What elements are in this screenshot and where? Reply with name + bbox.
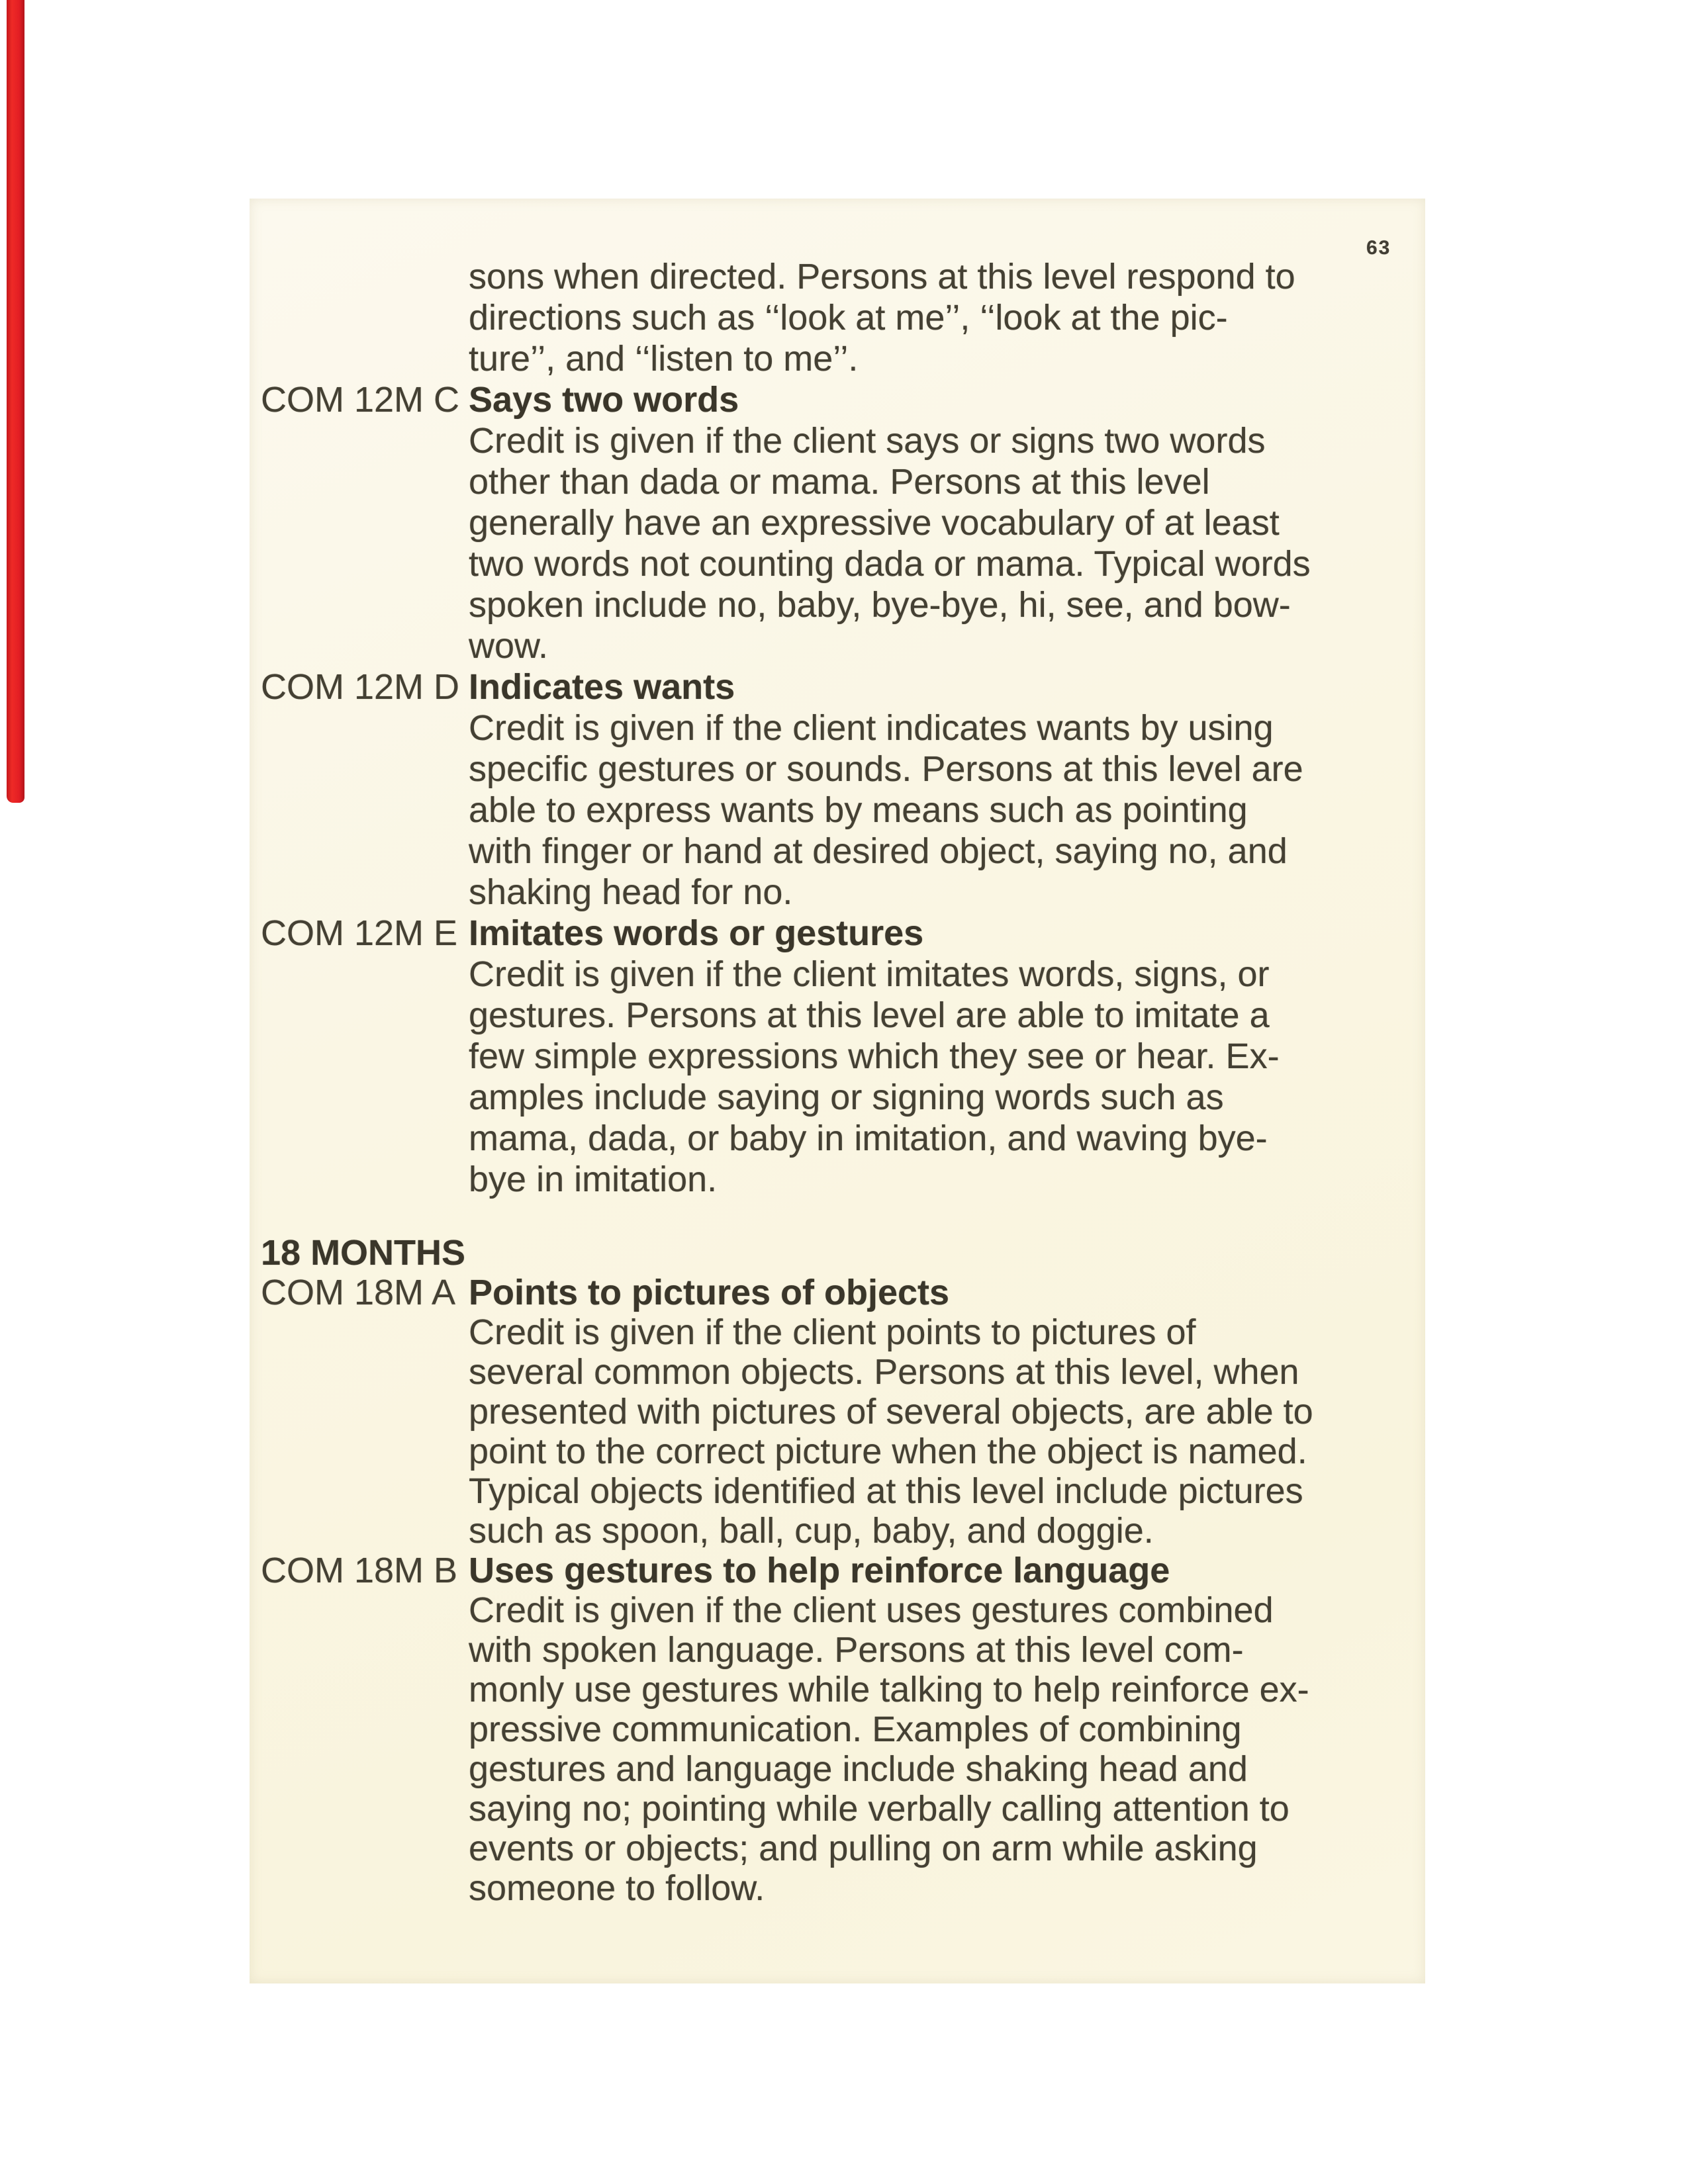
text-line (0, 995, 1688, 1036)
text-line (0, 1590, 1688, 1630)
text-line (0, 1670, 1688, 1709)
body-text-line: with spoken language. Persons at this level com- (469, 1630, 1244, 1670)
item-title: Points to pictures of objects (469, 1273, 950, 1312)
text-line (0, 338, 1688, 379)
text-line (0, 872, 1688, 913)
text-line (0, 1630, 1688, 1670)
body-text-line: mama, dada, or baby in imitation, and waving bye- (469, 1118, 1268, 1158)
body-text-line: point to the correct picture when the object is named. (469, 1432, 1307, 1471)
body-text-line: saying no; pointing while verbally calling attention to (469, 1789, 1289, 1829)
body-text-line: Credit is given if the client points to pictures of (469, 1312, 1196, 1352)
text-line (0, 1392, 1688, 1432)
body-text-line: other than dada or mama. Persons at this level (469, 462, 1210, 502)
body-text-line: spoken include no, baby, bye-bye, hi, see, and bow- (469, 585, 1291, 625)
item-label: COM 12M C (261, 380, 460, 420)
text-line (0, 1233, 1688, 1273)
text-line (0, 1749, 1688, 1789)
text-line (0, 502, 1688, 543)
text-line (0, 1829, 1688, 1868)
text-line (0, 420, 1688, 461)
body-text-line: wow. (469, 626, 549, 666)
body-text-line: such as spoon, ball, cup, baby, and doggie. (469, 1511, 1154, 1551)
body-text-line: Credit is given if the client says or signs two words (469, 421, 1266, 461)
body-text-line: presented with pictures of several objects, are able to (469, 1392, 1313, 1432)
body-text-line: amples include saying or signing words such as (469, 1077, 1224, 1117)
body-text-line: gestures. Persons at this level are able to imitate a (469, 995, 1270, 1035)
text-line (0, 256, 1688, 297)
text-line (0, 913, 1688, 954)
text-line (0, 1159, 1688, 1200)
item-title: Indicates wants (469, 667, 735, 707)
text-line (0, 1868, 1688, 1908)
page-number: 63 (1366, 237, 1391, 259)
item-label: COM 18M A (261, 1273, 456, 1312)
section-heading: 18 MONTHS (261, 1233, 466, 1273)
body-text-line: shaking head for no. (469, 872, 793, 912)
body-text-line: someone to follow. (469, 1868, 765, 1908)
body-text-line: pressive communication. Examples of combining (469, 1709, 1242, 1749)
body-text-line: generally have an expressive vocabulary of at least (469, 503, 1280, 543)
text-line (0, 584, 1688, 625)
text-line (0, 379, 1688, 420)
item-label: COM 12M E (261, 913, 458, 953)
body-text-line: monly use gestures while talking to help reinforce ex- (469, 1670, 1309, 1709)
item-title: Imitates words or gestures (469, 913, 924, 953)
text-line (0, 1511, 1688, 1551)
text-line (0, 297, 1688, 338)
text-line (0, 954, 1688, 995)
item-title: Uses gestures to help reinforce language (469, 1551, 1170, 1590)
item-label: COM 18M B (261, 1551, 458, 1590)
body-text-line: with finger or hand at desired object, saying no, and (469, 831, 1288, 871)
item-title: Says two words (469, 380, 739, 420)
item-label: COM 12M D (261, 667, 460, 707)
text-line (0, 1789, 1688, 1829)
text-line (0, 543, 1688, 584)
text-line (0, 1709, 1688, 1749)
body-text-line: Credit is given if the client uses gestures combined (469, 1590, 1274, 1630)
body-text-line: ture’’, and ‘‘listen to me’’. (469, 339, 859, 379)
text-line (0, 749, 1688, 790)
text-line (0, 1077, 1688, 1118)
body-text-line: sons when directed. Persons at this level respond to (469, 257, 1295, 296)
body-text-line: bye in imitation. (469, 1160, 718, 1199)
text-line (0, 1471, 1688, 1511)
text-line (0, 1118, 1688, 1159)
text-line (0, 461, 1688, 502)
body-text-line: events or objects; and pulling on arm while asking (469, 1829, 1258, 1868)
body-text-line: directions such as ‘‘look at me’’, ‘‘look at the pic- (469, 298, 1228, 338)
text-line (0, 1312, 1688, 1352)
body-text-line: two words not counting dada or mama. Typical words (469, 544, 1311, 584)
text-line (0, 1432, 1688, 1471)
body-text-line: specific gestures or sounds. Persons at this level are (469, 749, 1303, 789)
text-line (0, 831, 1688, 872)
text-line (0, 1036, 1688, 1077)
text-line (0, 1551, 1688, 1590)
body-text-line: Credit is given if the client indicates wants by using (469, 708, 1274, 748)
body-text-line: Credit is given if the client imitates words, signs, or (469, 954, 1270, 994)
text-line (0, 790, 1688, 831)
text-line (0, 1273, 1688, 1312)
text-block (0, 256, 1688, 1908)
body-text-line: able to express wants by means such as pointing (469, 790, 1248, 830)
text-line (0, 625, 1688, 666)
body-text-line: few simple expressions which they see or hear. Ex- (469, 1036, 1280, 1076)
text-line (0, 1352, 1688, 1392)
body-text-line: gestures and language include shaking head and (469, 1749, 1248, 1789)
text-line (0, 707, 1688, 749)
body-text-line: several common objects. Persons at this level, when (469, 1352, 1299, 1392)
text-line (0, 666, 1688, 707)
body-text-line: Typical objects identified at this level include pictures (469, 1471, 1303, 1511)
